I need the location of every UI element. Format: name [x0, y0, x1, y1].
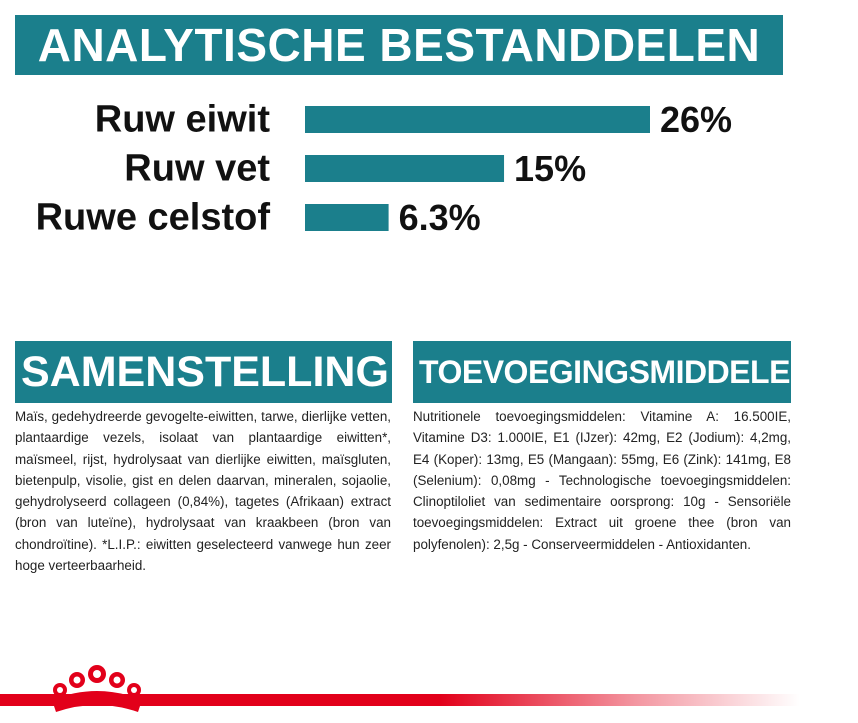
category-label: Ruwe celstof — [35, 196, 270, 239]
additives-text: Nutritionele toevoegingsmiddelen: Vitamine A: 16.500IE, Vitamine D3: 1.000IE, E1 (IJzer): 42mg, E2 (Jodium): 4,2mg, E4 (Koper): 13mg, E5 (Mangaan): 55mg, E6 (Zink): 141mg, E8 (Selenium): 0,08mg - Technologische toevoegingsmiddelen: Clinoptiloliet van sedimentaire oorsprong: 10g - Sensoriële toevoegingsmiddelen: Extract uit groene thee (bron van polyfenolen): 2,5g - Conserveermiddelen - Antioxidanten. — [413, 409, 791, 552]
value-label: 6.3% — [398, 197, 481, 238]
bar-ruwe-celstof — [305, 204, 389, 231]
composition-text: Maïs, gedehydreerde gevogelte-eiwitten, tarwe, dierlijke vetten, plantaardige vezels, isolaat van plantaardige eiwitten*, maïsmeel, rijst, hydrolysaat van dierlijke eiwitten, maïsgluten, bietenpulp, visolie, gist en delen daarvan, mineralen, sojaolie, gehydrolyseerd collageen (0,84%), tagetes (Afrikaan) extract (bron van luteïne), hydrolysaat van kraakbeen (bron van chondroïtine). *L.I.P.: eiwitten geselecteerd vanwege hun zeer hoge verteerbaarheid. — [15, 409, 391, 574]
bar-ruw-vet — [305, 155, 504, 182]
value-label: 26% — [660, 99, 733, 140]
additives-title: TOEVOEGINGSMIDDELEN — [419, 353, 813, 390]
additives-banner — [413, 341, 858, 403]
page-title: ANALYTISCHE BESTANDDELEN — [37, 19, 761, 71]
value-label: 15% — [514, 148, 587, 189]
analytical-constituents-banner — [15, 15, 783, 75]
analytical-bar-chart — [0, 92, 800, 252]
bar-ruw-eiwit — [305, 106, 650, 133]
composition-banner — [15, 341, 392, 403]
category-label: Ruw eiwit — [94, 98, 270, 141]
composition-title: SAMENSTELLING — [21, 347, 389, 396]
category-label: Ruw vet — [124, 147, 270, 190]
additives-unit: (/kg) — [818, 360, 858, 383]
royal-canin-crown-icon — [42, 660, 152, 723]
